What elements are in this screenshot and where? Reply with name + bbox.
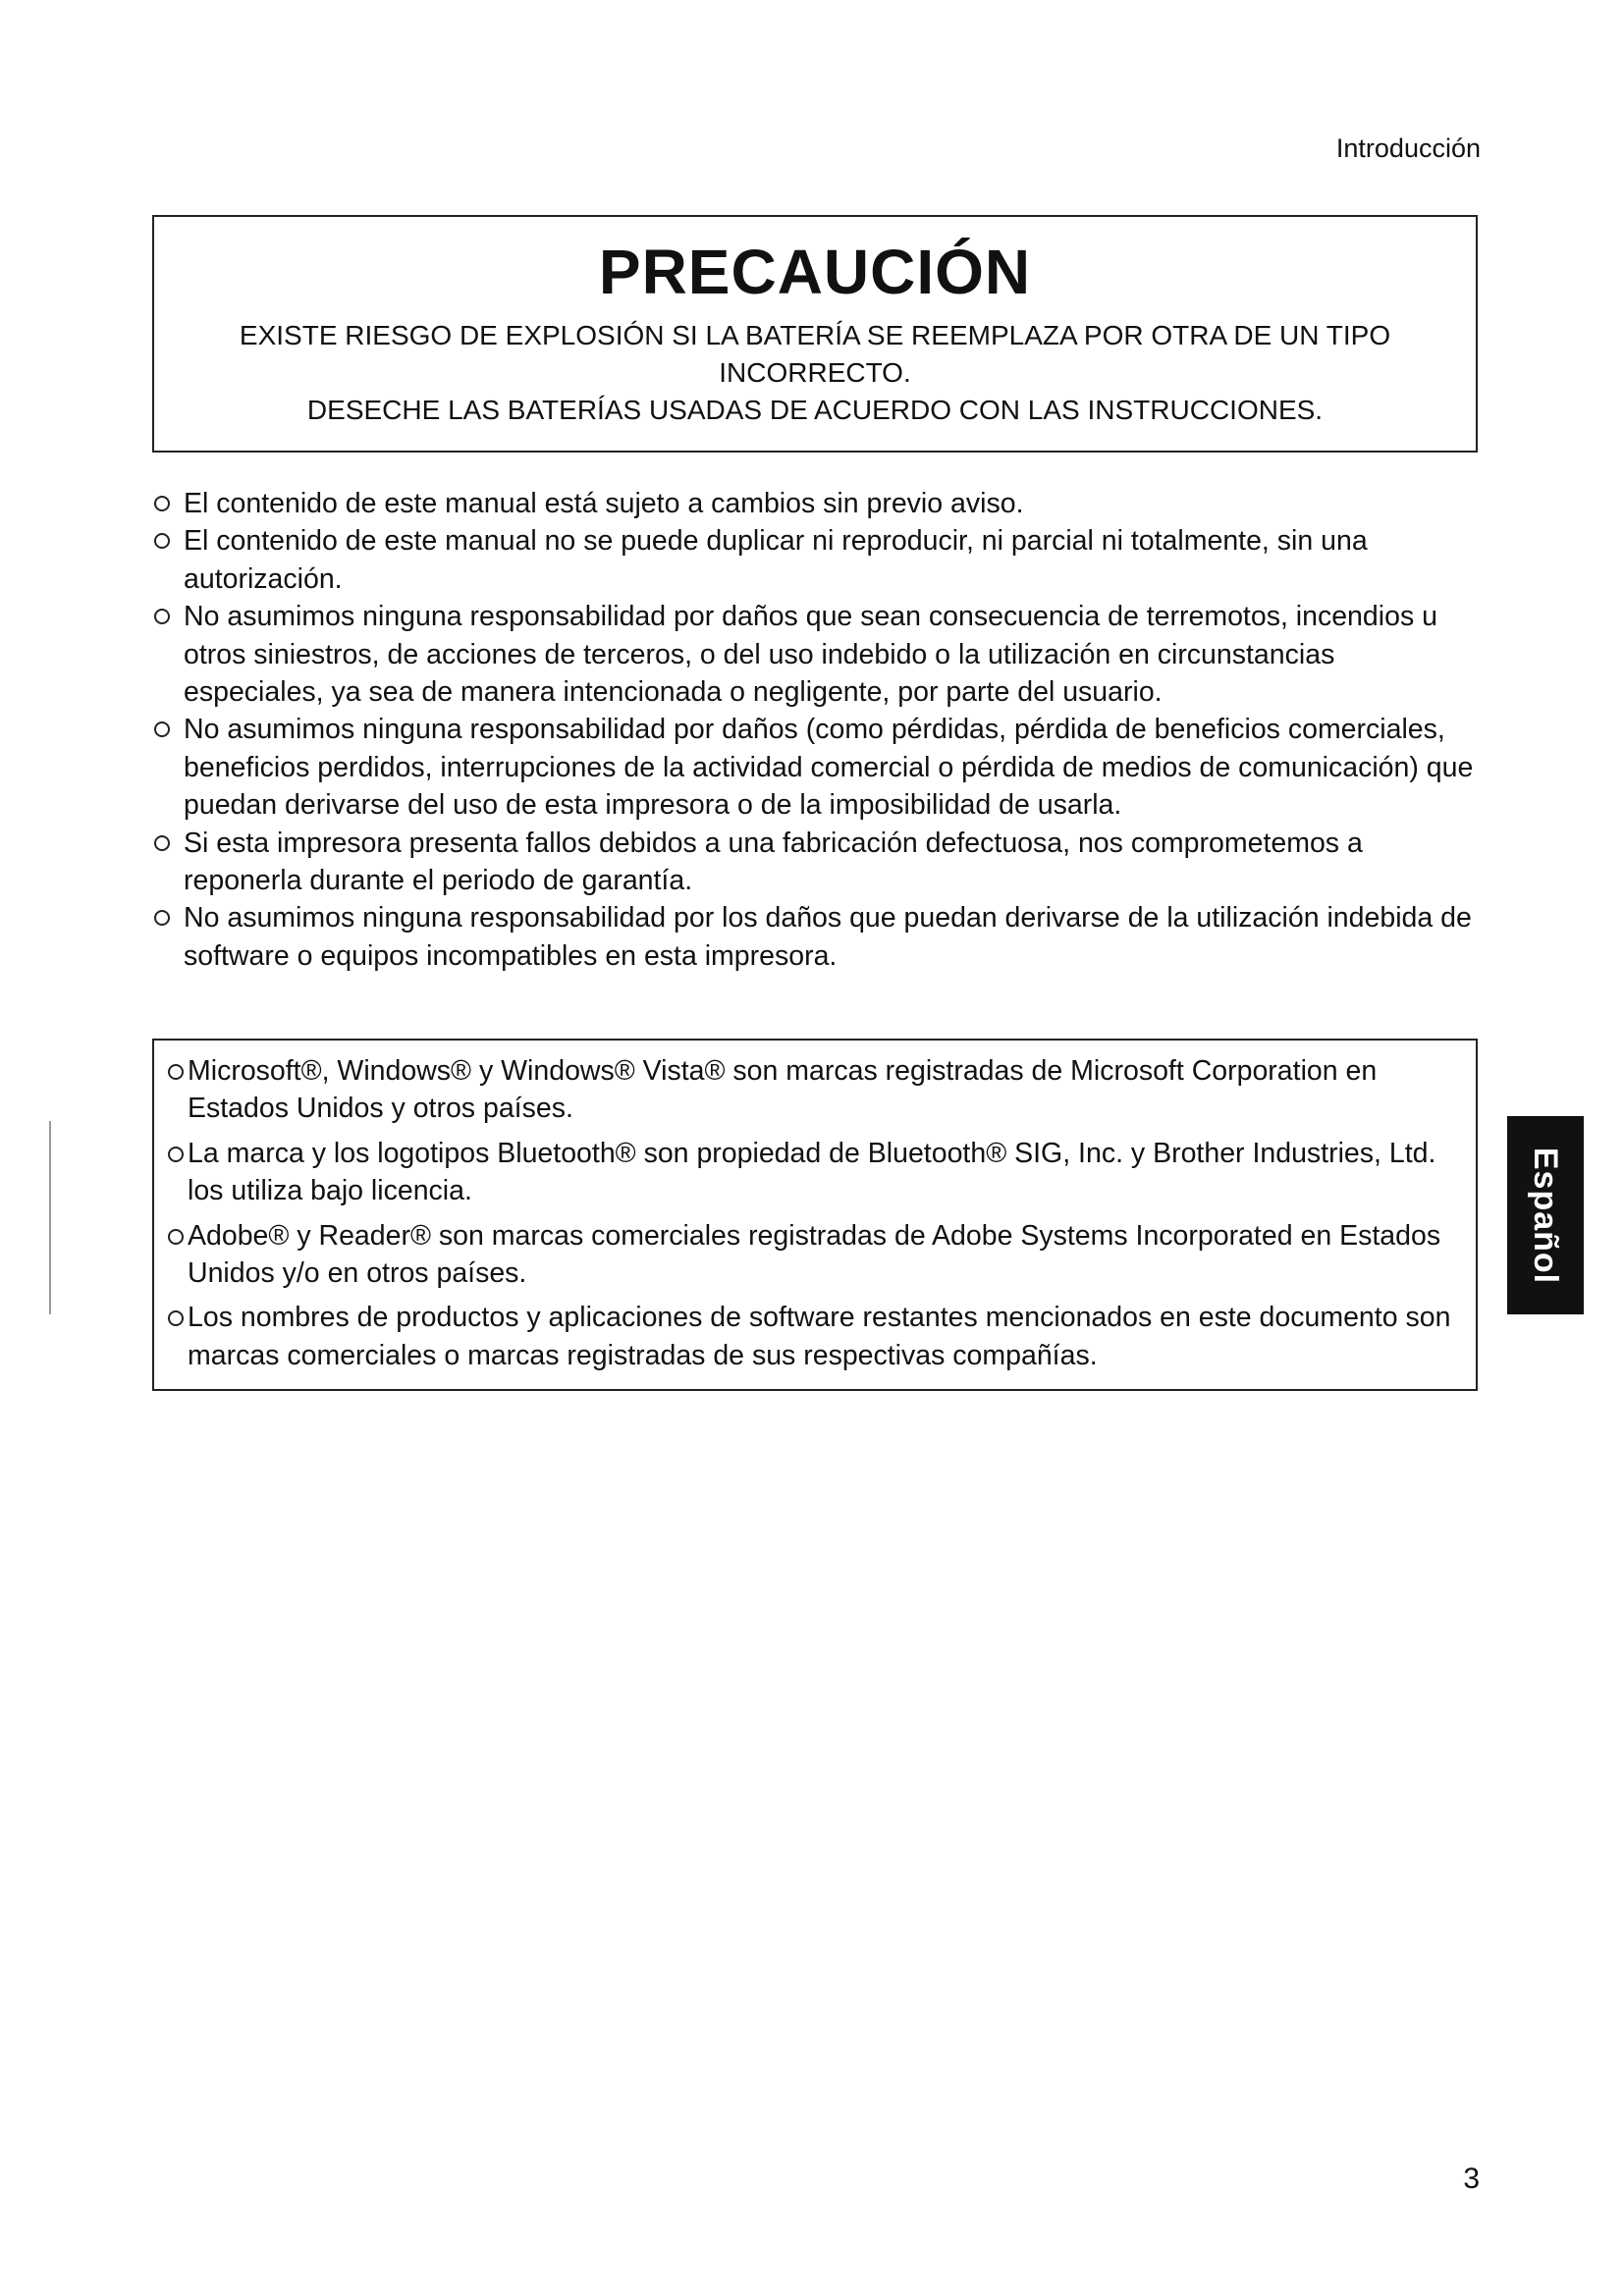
page-number: 3 xyxy=(1463,2163,1480,2195)
circle-bullet-icon xyxy=(168,1229,184,1245)
circle-bullet-icon xyxy=(154,609,170,624)
caution-title: PRECAUCIÓN xyxy=(598,237,1032,307)
caution-line-disposal: DESECHE LAS BATERÍAS USADAS DE ACUERDO CON LAS INSTRUCCIONES. xyxy=(306,395,1324,425)
notice-item xyxy=(152,825,1478,900)
trademark-box xyxy=(152,1039,1478,1391)
trademark-item xyxy=(168,1052,1462,1128)
notice-text: El contenido de este manual está sujeto a cambios sin previo aviso. xyxy=(184,488,1024,519)
circle-bullet-icon xyxy=(154,496,170,511)
language-tab-label: Español xyxy=(1527,1147,1565,1284)
notice-text: Si esta impresora presenta fallos debidos a una fabricación defectuosa, nos comprometemos a reponerla durante el periodo de garantía. xyxy=(184,827,1363,897)
notice-list xyxy=(152,485,1478,975)
notice-text: No asumimos ninguna responsabilidad por los daños que puedan derivarse de la utilización indebida de software o equipos incompatibles en esta impresora. xyxy=(184,902,1472,972)
margin-rule xyxy=(49,1121,51,1314)
trademark-text: Los nombres de productos y aplicaciones de software restantes mencionados en este documento son marcas comerciales o marcas registradas de sus respectivas compañías. xyxy=(188,1302,1451,1371)
circle-bullet-icon xyxy=(154,533,170,549)
trademark-item xyxy=(168,1299,1462,1374)
notice-text: No asumimos ninguna responsabilidad por daños (como pérdidas, pérdida de beneficios comerciales, beneficios perdidos, interrupciones de la actividad comercial o pérdida de medios de comunicación) que puedan derivarse del uso de esta impresora o de la imposibilidad de usarla. xyxy=(184,714,1474,822)
trademark-item xyxy=(168,1217,1462,1293)
circle-bullet-icon xyxy=(168,1310,184,1326)
language-tab xyxy=(1507,1116,1584,1314)
trademark-text: Adobe® y Reader® son marcas comerciales registradas de Adobe Systems Incorporated en Estados Unidos y/o en otros países. xyxy=(188,1219,1441,1290)
notice-item xyxy=(152,485,1478,522)
trademark-text: Microsoft®, Windows® y Windows® Vista® son marcas registradas de Microsoft Corporation en Estados Unidos y otros países. xyxy=(188,1055,1378,1125)
circle-bullet-icon xyxy=(168,1064,184,1080)
notice-item xyxy=(152,711,1478,824)
notice-text: No asumimos ninguna responsabilidad por daños que sean consecuencia de terremotos, incendios u otros siniestros, de acciones de terceros, o del uso indebido o la utilización en circunstancias especiales, ya sea de manera intencionada o negligente, por parte del usuario. xyxy=(184,601,1437,709)
section-header: Introducción xyxy=(1335,133,1481,163)
circle-bullet-icon xyxy=(168,1147,184,1162)
notice-item xyxy=(152,598,1478,711)
circle-bullet-icon xyxy=(154,721,170,737)
caution-box xyxy=(152,215,1478,453)
notice-item xyxy=(152,522,1478,598)
trademark-item xyxy=(168,1135,1462,1210)
notice-text: El contenido de este manual no se puede duplicar ni reproducir, ni parcial ni totalmente, sin una autorización. xyxy=(184,525,1368,595)
circle-bullet-icon xyxy=(154,835,170,851)
caution-line-explosion: EXISTE RIESGO DE EXPLOSIÓN SI LA BATERÍA SE REEMPLAZA POR OTRA DE UN TIPO INCORRECTO. xyxy=(239,320,1391,388)
circle-bullet-icon xyxy=(154,910,170,926)
notice-item xyxy=(152,899,1478,975)
trademark-text: La marca y los logotipos Bluetooth® son propiedad de Bluetooth® SIG, Inc. y Brother Industries, Ltd. los utiliza bajo licencia. xyxy=(188,1137,1436,1207)
